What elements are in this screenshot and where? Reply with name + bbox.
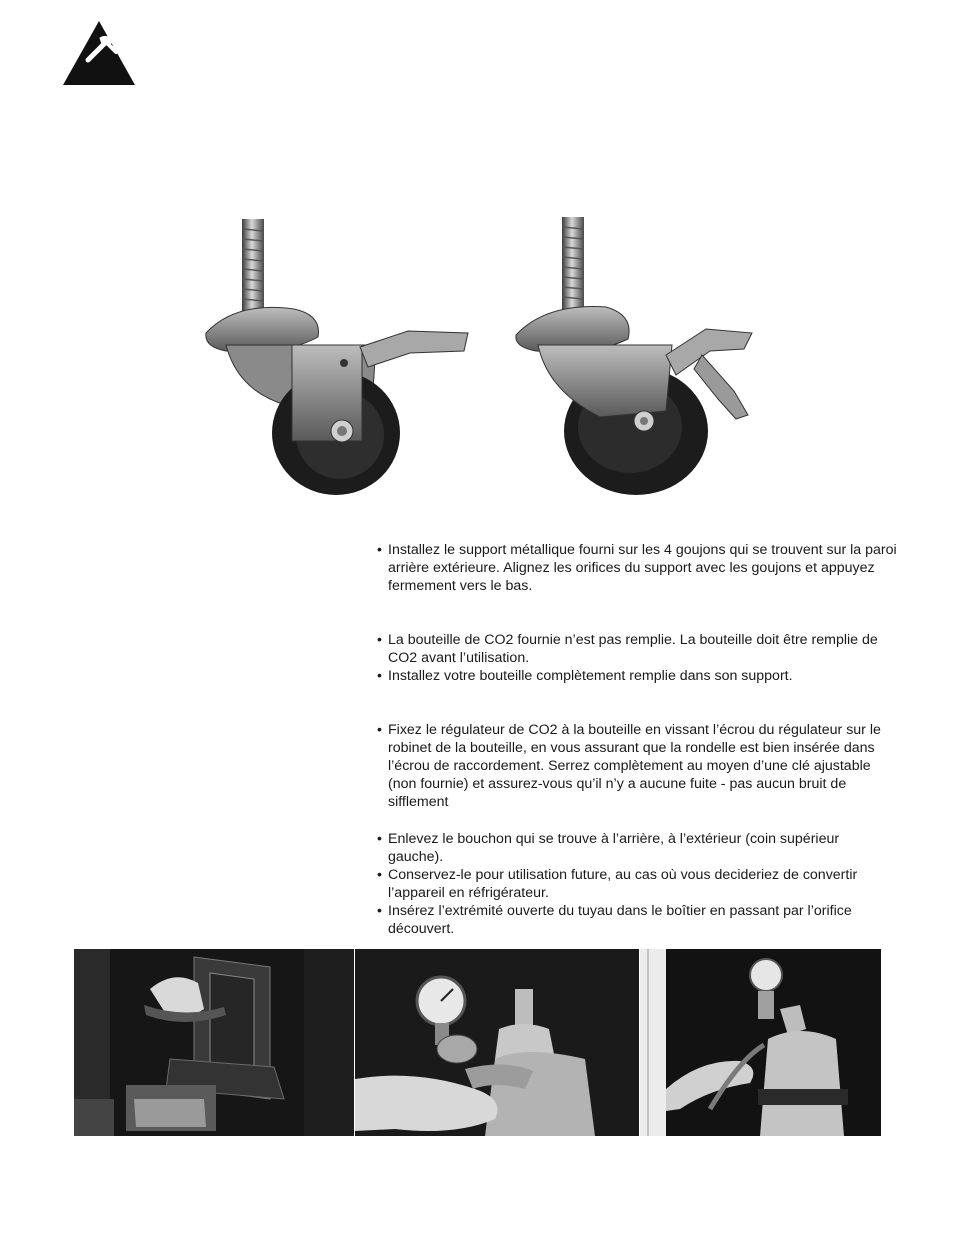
instruction-section-regulator [377,721,897,811]
casters-figure [196,205,766,505]
co2-tank-hose-photo [640,949,881,1136]
caster-wheel-with-brake-icon [516,217,752,495]
instruction-item: • Conservez-le pour utilisation future, au cas où vous decideriez de convertir l’appareil en réfrigérateur. [377,866,897,902]
instruction-item: • Installez le support métallique fourni sur les 4 goujons qui se trouvent sur la paroi arrière extérieure. Alignez les orifices du support avec les goujons et appuyez fermement vers le bas. [377,541,897,595]
bracket-install-photo [74,949,354,1136]
instruction-item: • Installez votre bouteille complètement remplie dans son support. [377,667,897,685]
instruction-item: • Fixez le régulateur de CO2 à la bouteille en vissant l’écrou du régulateur sur le robinet de la bouteille, en vous assurant que la rondelle est bien insérée dans l’écrou de raccordement. Serrez complètement au moyen d’une clé ajustable (non fournie) et assurez-vous qu’il n’y a aucune fuite - pas aucun bruit de sifflement [377,721,897,811]
instruction-section-cylinder [377,631,897,685]
hammer-warning-icon [62,20,136,86]
instruction-item: • Enlevez le bouchon qui se trouve à l’arrière, à l’extérieur (coin supérieur gauche). [377,830,897,866]
instruction-section-hose [377,830,897,938]
regulator-attach-photo [355,949,639,1136]
instruction-item: • La bouteille de CO2 fournie n’est pas remplie. La bouteille doit être remplie de CO2 avant l’utilisation. [377,631,897,667]
caster-wheel-icon [206,219,468,495]
instruction-section-bracket [377,541,897,595]
installation-photos [74,949,881,1136]
instruction-item: • Insérez l’extrémité ouverte du tuyau dans le boîtier en passant par l’orifice découvert. [377,902,897,938]
